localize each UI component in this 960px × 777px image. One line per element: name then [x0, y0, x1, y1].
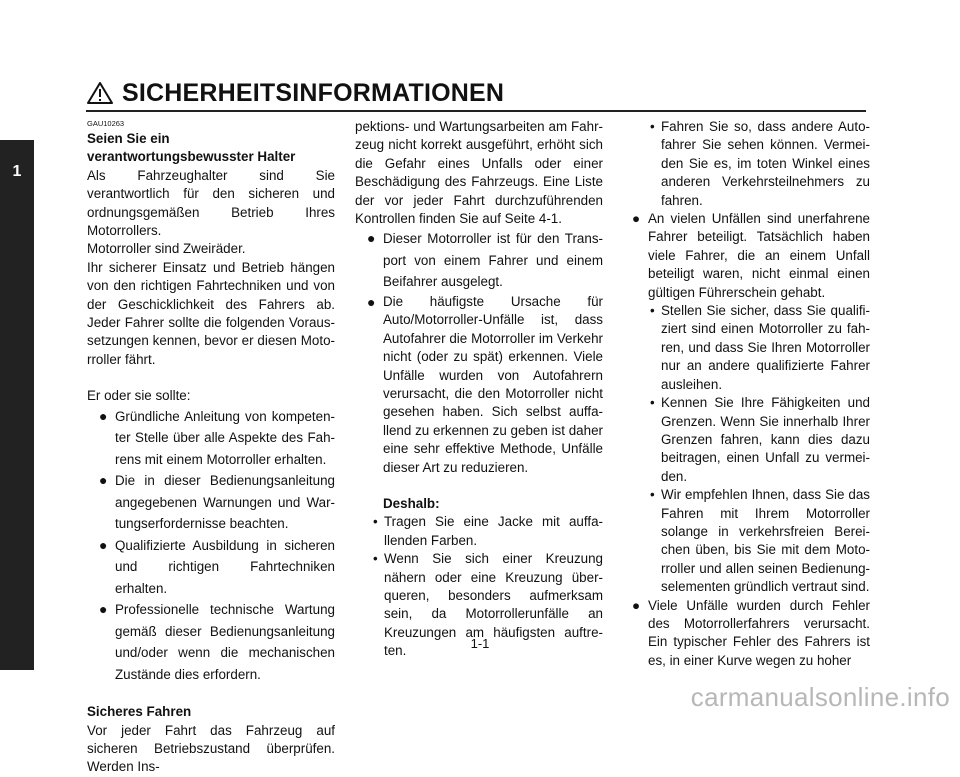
list-item: ● Gründliche Anleitung von kompeten-ter Stelle über alle Aspekte des Fah-rens mit einem Motorroller erhalten.	[87, 406, 335, 471]
heading-therefore: Deshalb:	[383, 496, 440, 511]
paragraph-inspection: pektions- und Wartungsarbeiten am Fahr-zeug nicht korrekt ausgeführt, erhöht sich die Gefahr eines Unfalls oder einer Beschädigung des Fahrzeugs. Eine Liste der vor jeder Fahrt durchzuführenden Kontrollen finden Sie auf Seite 4-1.	[355, 119, 603, 227]
heading-responsible-owner-1: Seien Sie ein	[87, 131, 170, 146]
bullet-small-icon: •	[650, 119, 655, 134]
bullet-dot-icon: ●	[99, 601, 108, 618]
list-item: • Stellen Sie sicher, dass Sie qualifi-ziert sind einen Motorroller zu fah-ren, und dass Sie Ihren Motorroller nur an andere qualifizierte Fahrer ausleihen.	[632, 302, 870, 394]
list-item: • Kennen Sie Ihre Fähigkeiten und Grenzen. Wenn Sie innerhalb Ihrer Grenzen fahren, kann dies dazu beitragen, einen Unfall zu vermei-den.	[632, 394, 870, 486]
list-item: ● Qualifizierte Ausbildung in sicheren und richtigen Fahrtechniken erhalten.	[87, 535, 335, 600]
list-item: ● Dieser Motorroller ist für den Trans-port von einem Fahrer und einem Beifahrer ausgelegt.	[355, 228, 603, 293]
page-number: 1-1	[470, 636, 490, 651]
bullet-dot-icon: ●	[367, 230, 376, 247]
list-item: • Wir empfehlen Ihnen, dass Sie das Fahren mit Ihrem Motorroller solange in verkehrsfreien Berei-chen üben, bis Sie mit dem Moto-rroller und allen seinen Bedienung-selementen gründlich vertraut sind.	[632, 486, 870, 596]
bullet-small-icon: •	[650, 395, 655, 411]
watermark: carmanualsonline.info	[690, 682, 950, 712]
list-item: ● Viele Unfälle wurden durch Fehler des Motorrollerfahrers verursacht. Ein typischer Fehler des Fahrers ist es, in einer Kurve wegen zu hoher	[632, 597, 870, 671]
bullet-dot-icon: ●	[632, 211, 641, 227]
bullet-dot-icon: ●	[632, 597, 641, 613]
section-code: GAU10263	[87, 119, 125, 128]
column-3	[632, 118, 870, 670]
paragraph-intro: Als Fahrzeughalter sind Sie verantwortlich für den sicheren und ordnungsgemäßen Betrieb Ihres Motorrollers.	[87, 167, 335, 239]
heading-safe-riding: Sicheres Fahren	[87, 704, 192, 720]
list-item: ● An vielen Unfällen sind unerfahrene Fahrer beteiligt. Tatsächlich haben viele Fahrer, die an einem Unfall beteiligt waren, nicht einmal einen gültigen Führerschein gehabt.	[632, 210, 870, 302]
bullet-small-icon: •	[373, 514, 378, 530]
bullet-small-icon: •	[373, 551, 378, 567]
bullet-dot-icon: ●	[99, 407, 108, 424]
list-item: • Fahren Sie so, dass andere Auto-fahrer Sie sehen können. Vermei-den Sie es, im toten Winkel eines anderen Verkehrsteilnehmers zu fahren.	[632, 118, 870, 210]
section-title: SICHERHEITSINFORMATIONEN	[122, 78, 505, 107]
paragraph-two-wheelers: Motorroller sind Zweiräder.	[87, 241, 246, 257]
list-item: • Wenn Sie sich einer Kreuzung nähern oder eine Kreuzung über-queren, besonders aufmerksam sein, da Motorrollerunfälle an Kreuzungen am häufigsten auftre-ten.	[355, 550, 603, 660]
bullet-dot-icon: ●	[99, 472, 108, 489]
paragraph-should: Er oder sie sollte:	[87, 388, 191, 404]
bullet-dot-icon: ●	[99, 536, 108, 553]
bullet-dot-icon: ●	[367, 293, 376, 310]
bullet-small-icon: •	[650, 487, 655, 503]
list-item: ● Die häufigste Ursache für Auto/Motorroller-Unfälle ist, dass Autofahrer die Motorroller im Verkehr nicht (oder zu spät) erkennen. Viele Unfälle wurden von Autofahrern verursacht, die den Motorroller nicht gesehen haben. Sich selbst auffa-llend zu erkennen zu geben ist daher eine sehr effektive Methode, Unfälle dieser Art zu reduzieren.	[355, 293, 603, 477]
chapter-number: 1	[12, 163, 22, 180]
bullet-small-icon: •	[650, 303, 655, 319]
list-item: ● Professionelle technische Wartung gemäß dieser Bedienungsanleitung und/oder wenn die mechanischen Zustände dies erfordern.	[87, 599, 335, 685]
section-header	[86, 78, 886, 108]
column-1	[87, 118, 335, 777]
chapter-tab	[0, 140, 34, 670]
warning-triangle-icon	[86, 81, 114, 105]
list-item: ● Die in dieser Bedienungsanleitung angegebenen Warnungen und War-tungserfordernisse beachten.	[87, 470, 335, 535]
column-2	[355, 118, 603, 661]
list-item: • Tragen Sie eine Jacke mit auffa-llenden Farben.	[355, 513, 603, 550]
header-rule	[86, 110, 866, 112]
heading-responsible-owner-2: verantwortungsbewusster Halter	[87, 149, 296, 165]
paragraph-skills: Ihr sicherer Einsatz und Betrieb hängen von den richtigen Fahrtechniken und von der Geschicklichkeit des Fahrers ab. Jeder Fahrer sollte die folgenden Voraus-setzungen kennen, bevor er diesen Moto-rroller fährt.	[87, 259, 335, 367]
paragraph-safe-riding: Vor jeder Fahrt das Fahrzeug auf sicheren Betriebszustand überprüfen. Werden Ins-	[87, 722, 335, 775]
